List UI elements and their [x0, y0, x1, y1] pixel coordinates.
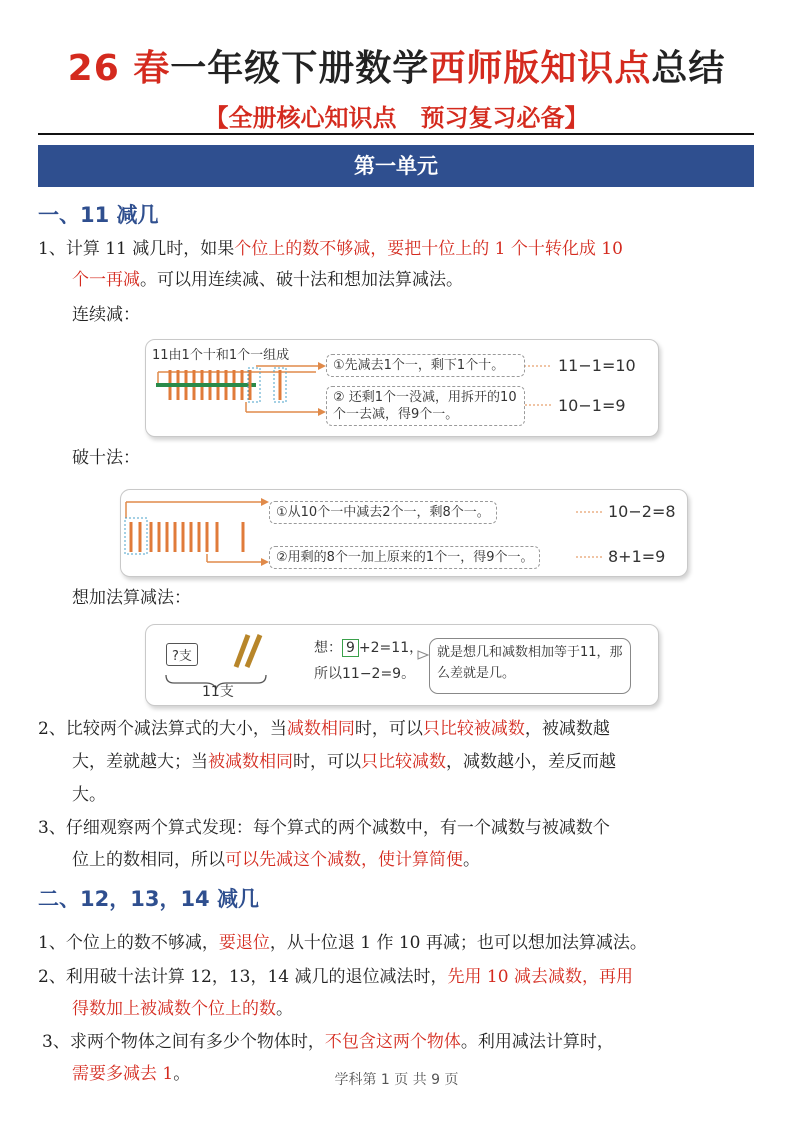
unit-banner: 第一单元	[38, 145, 754, 187]
section-heading-2: 二、12，13，14 减几	[38, 887, 259, 911]
equation-1: 11−1=10	[558, 356, 636, 375]
speech-bubble: 就是想几和减数相加等于11，那么差就是几。	[429, 638, 631, 694]
page-title	[0, 40, 793, 91]
paragraph-1-2: 2、比较两个减法算式的大小，当减数相同时，可以只比较被减数，被减数越	[38, 719, 610, 739]
think-conclusion: 所以11−2=9。	[314, 666, 416, 682]
paragraph-1-3: 3、仔细观察两个算式发现：每个算式的两个减数中，有一个减数与被减数个	[38, 818, 610, 838]
title-year: 26	[67, 48, 134, 89]
think-equation: 想： 9 +2=11，	[314, 640, 424, 656]
method-label-think-addition: 想加法算减法：	[72, 588, 191, 608]
step-box-2: ②用剩的8个一加上原来的1个一，得9个一。	[269, 546, 540, 569]
figure-think-addition	[145, 624, 659, 706]
page-footer: 学科第 1 页 共 9 页	[334, 1072, 459, 1088]
title-grade: 一年级下册数学	[170, 48, 430, 89]
paragraph-2-2-line2: 得数加上被减数个位上的数。	[72, 999, 293, 1019]
title-divider	[38, 133, 754, 135]
figure-caption: 11由1个十和1个一组成	[152, 348, 290, 363]
paragraph-1-1-cont: 个一再减。可以用连续减、破十法和想加法算减法。	[72, 270, 463, 290]
paragraph-1-3-line2: 位上的数相同，所以可以先减这个减数，使计算简便。	[72, 850, 480, 870]
page-subtitle: 【全册核心知识点 预习复习必备】	[204, 104, 589, 132]
paragraph-2-3: 3、求两个物体之间有多少个物体时，不包含这两个物体。利用减法计算时，	[42, 1032, 614, 1052]
paragraph-1-1: 1、计算 11 减几时，如果个位上的数不够减，要把十位上的 1 个十转化成 10	[38, 239, 623, 259]
paragraph-2-3-line2: 需要多减去 1。	[72, 1064, 191, 1084]
equation-1: 10−2=8	[608, 502, 676, 521]
paragraph-1-2-line3: 大。	[72, 785, 106, 805]
paragraph-2-1: 1、个位上的数不够减，要退位，从十位退 1 作 10 再减；也可以想加法算减法。	[38, 933, 647, 953]
title-edition: 西师版知识点	[429, 48, 652, 89]
equation-2: 10−1=9	[558, 396, 626, 415]
step-box-1: ①从10个一中减去2个一，剩8个一。	[269, 501, 497, 524]
title-suffix: 总结	[651, 48, 726, 89]
method-label-continuous: 连续减：	[72, 305, 140, 325]
step-box-2: ② 还剩1个一没减，用拆开的10个一去减，得9个一。	[326, 386, 525, 426]
figure-continuous-subtraction	[145, 339, 659, 437]
total-label: 11支	[202, 684, 234, 700]
title-season: 春	[133, 48, 171, 89]
equation-2: 8+1=9	[608, 547, 666, 566]
step-box-1: ①先减去1个一，剩下1个十。	[326, 354, 525, 377]
unknown-quantity-box: ?支	[166, 643, 198, 666]
paragraph-2-2: 2、利用破十法计算 12，13，14 减几的退位减法时，先用 10 减去减数，再用	[38, 967, 633, 987]
paragraph-1-2-line2: 大，差就越大；当被减数相同时，可以只比较减数，减数越小，差反而越	[72, 752, 616, 772]
figure-break-ten	[120, 489, 688, 577]
method-label-break-ten: 破十法：	[72, 448, 140, 468]
section-heading-1: 一、11 减几	[38, 203, 159, 227]
